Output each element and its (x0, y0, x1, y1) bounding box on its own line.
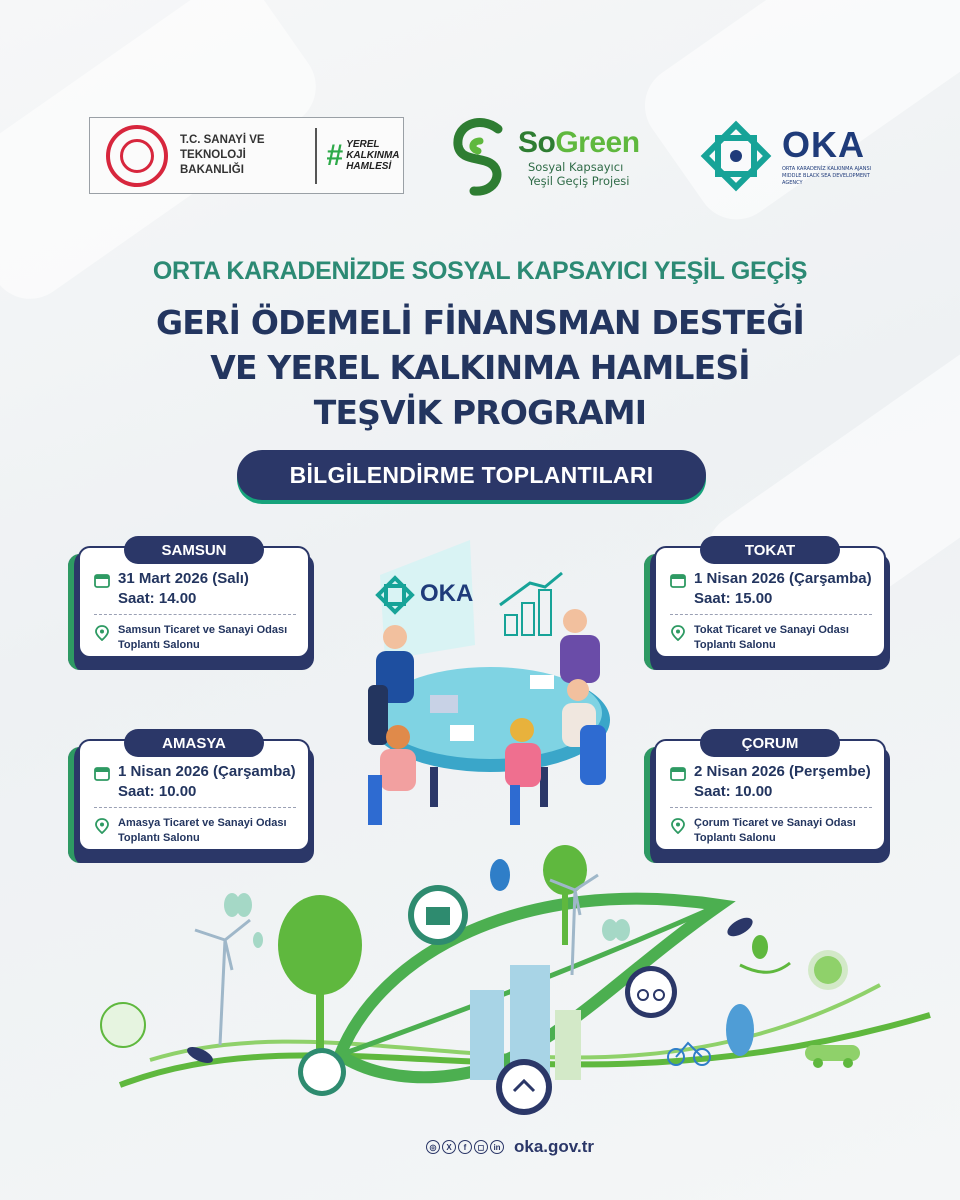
house-circle-icon (408, 885, 468, 945)
sogreen-logo (450, 114, 665, 199)
sogreen-title: SoGreen (518, 125, 640, 159)
ministry-seal-icon (106, 125, 168, 187)
location-pin-icon (94, 625, 110, 641)
logo-divider (315, 128, 317, 184)
screen-logo-text: OKA (420, 580, 474, 607)
sogreen-subtitle: Sosyal Kapsayıcı Yeşil Geçiş Projesi (528, 159, 630, 188)
globe-icon (808, 950, 848, 990)
divider (94, 807, 296, 808)
instagram-icon[interactable]: ◻ (474, 1140, 488, 1154)
turbine-circle-icon (298, 1048, 346, 1096)
tree-icon (726, 1004, 754, 1056)
person-man-chair (562, 679, 606, 785)
info-meetings-banner: BİLGİLENDİRME TOPLANTILARI (237, 450, 706, 500)
plant-hand-icon (740, 935, 790, 972)
hands-circle-icon (496, 1059, 552, 1115)
meeting-card-samsun (68, 540, 314, 670)
growth-chart-icon (500, 573, 562, 635)
calendar-icon (670, 572, 686, 588)
person-man-right (560, 609, 600, 683)
location-pin-icon (670, 625, 686, 641)
meeting-time: Saat: 10.00 (694, 783, 773, 800)
website-link[interactable]: oka.gov.tr (514, 1137, 594, 1156)
city-tab: ÇORUM (700, 729, 840, 757)
car-icon (805, 1045, 860, 1068)
city-tab: AMASYA (124, 729, 264, 757)
meeting-place: Amasya Ticaret ve Sanayi Odası Toplantı Salonu (118, 817, 287, 844)
meeting-date: 1 Nisan 2026 (Çarşamba) (118, 763, 296, 780)
divider (670, 807, 872, 808)
divider (670, 614, 872, 615)
calendar-icon (670, 765, 686, 781)
green-city-illustration (0, 835, 960, 1125)
oka-title: OKA (782, 124, 865, 165)
web-icon[interactable]: ◎ (426, 1140, 440, 1154)
title-line-4: TEŞVİK PROGRAMI (313, 393, 647, 432)
meeting-date: 31 Mart 2026 (Salı) (118, 570, 249, 587)
location-pin-icon (670, 818, 686, 834)
oka-mark-icon (696, 116, 776, 196)
calendar-icon (94, 765, 110, 781)
divider (94, 614, 296, 615)
x-icon[interactable]: X (442, 1140, 456, 1154)
meeting-illustration (340, 535, 630, 835)
oka-subtitle: ORTA KARADENİZ KALKINMA AJANSI MIDDLE BLACK SEA DEVELOPMENT AGENCY (782, 166, 872, 186)
facebook-icon[interactable]: f (458, 1140, 472, 1154)
tractor-circle-icon (101, 1003, 145, 1047)
footer (426, 1137, 594, 1157)
title-line-1: ORTA KARADENİZDE SOSYAL KAPSAYICI YEŞİL GEÇİŞ (152, 257, 808, 285)
sogreen-mark-icon (450, 117, 510, 197)
meeting-time: Saat: 14.00 (118, 590, 197, 607)
meeting-card-tokat (644, 540, 890, 670)
linkedin-icon[interactable]: in (490, 1140, 504, 1154)
bicycle-circle-icon (625, 966, 677, 1018)
meeting-place: Tokat Ticaret ve Sanayi Odası Toplantı Salonu (694, 624, 849, 651)
meeting-date: 1 Nisan 2026 (Çarşamba) (694, 570, 872, 587)
meeting-time: Saat: 15.00 (694, 590, 773, 607)
city-tab: TOKAT (700, 536, 840, 564)
meeting-time: Saat: 10.00 (118, 783, 197, 800)
city-tab: SAMSUN (124, 536, 264, 564)
ministry-name: T.C. SANAYİ VE TEKNOLOJİ BAKANLIĞI (180, 134, 265, 176)
meeting-date: 2 Nisan 2026 (Perşembe) (694, 763, 871, 780)
location-pin-icon (94, 818, 110, 834)
hamle-logo: # YEREL KALKINMA HAMLESİ (326, 139, 400, 172)
meeting-place: Samsun Ticaret ve Sanayi Odası Toplantı Salonu (118, 624, 288, 651)
title-line-2: GERİ ÖDEMELİ FİNANSMAN DESTEĞİ (156, 303, 804, 342)
oka-logo (696, 113, 876, 198)
meeting-place: Çorum Ticaret ve Sanayi Odası Toplantı Salonu (694, 817, 856, 844)
title-line-3: VE YEREL KALKINMA HAMLESİ (210, 348, 750, 387)
ministry-logo-box (89, 117, 404, 194)
calendar-icon (94, 572, 110, 588)
